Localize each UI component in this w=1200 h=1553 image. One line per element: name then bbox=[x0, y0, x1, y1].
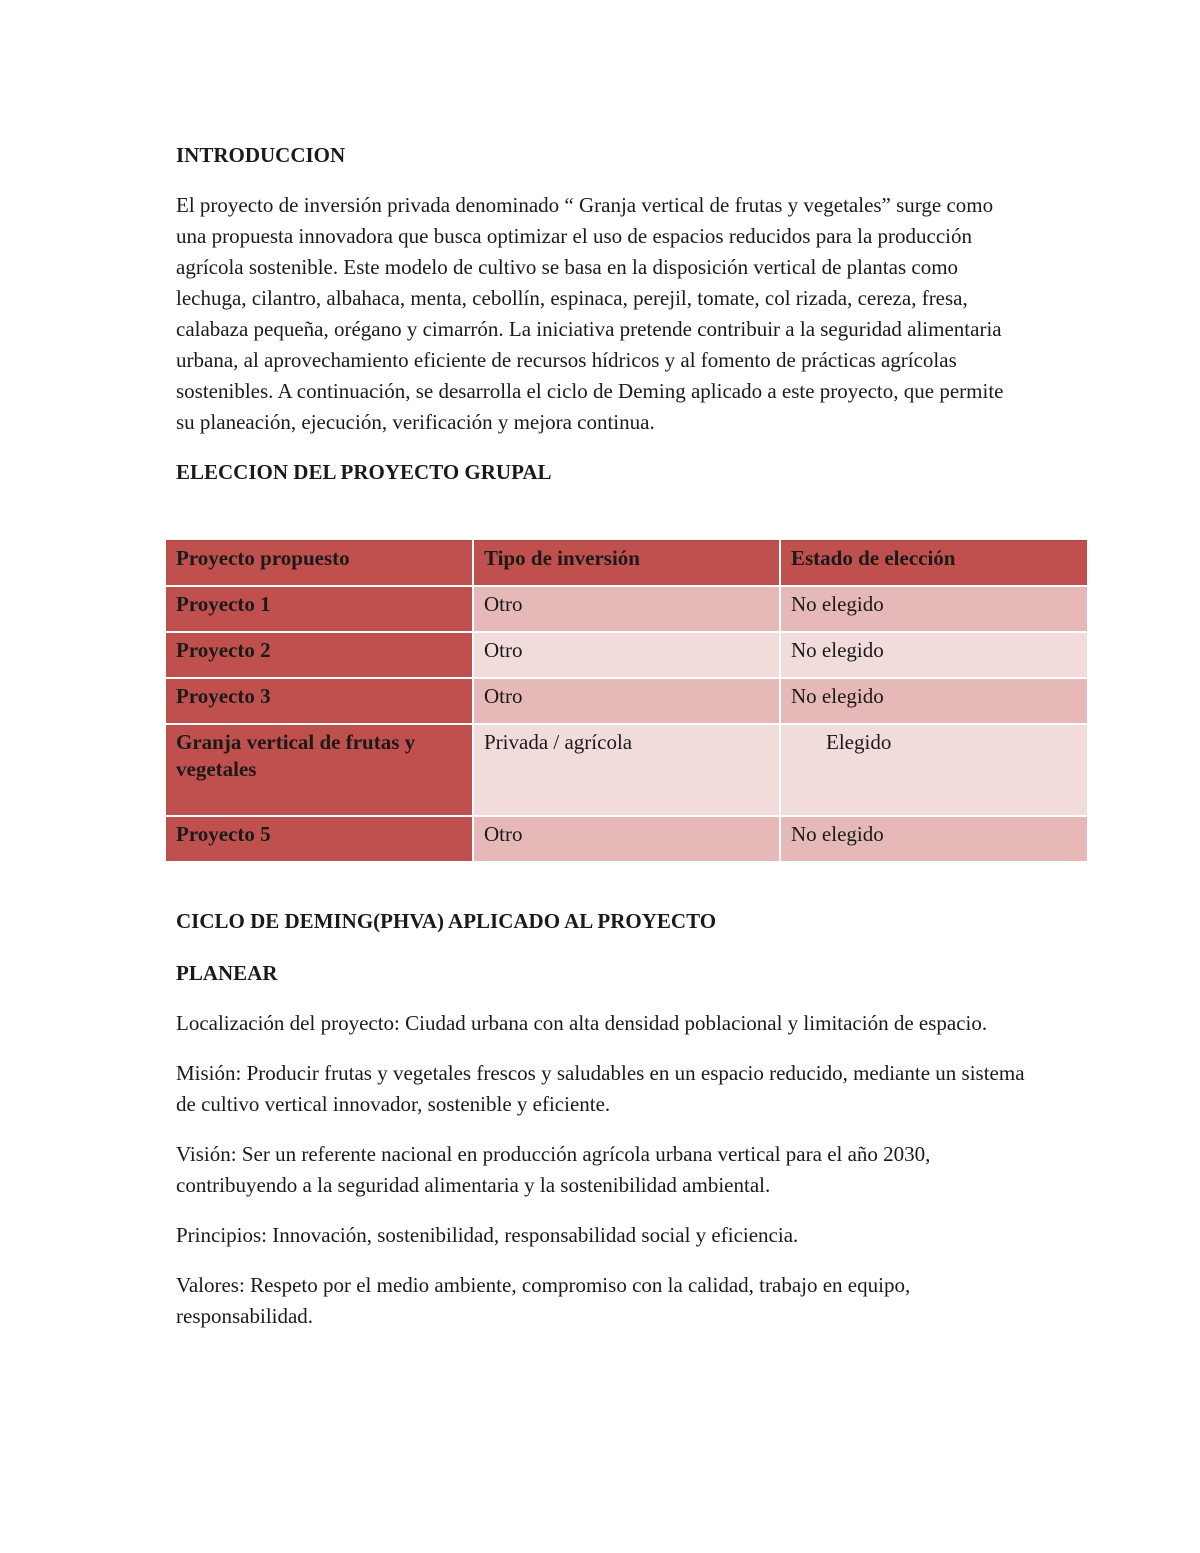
table-row bbox=[166, 632, 1088, 678]
cell-tipo: Otro bbox=[473, 816, 780, 862]
header-proyecto: Proyecto propuesto bbox=[166, 541, 473, 587]
principios-paragraph: Principios: Innovación, sostenibilidad, responsabilidad social y eficiencia. bbox=[176, 1223, 799, 1247]
valores-paragraph: Valores: Respeto por el medio ambiente, compromiso con la calidad, trabajo en equipo, responsabilidad. bbox=[176, 1273, 911, 1328]
table-row bbox=[166, 678, 1088, 724]
table-row bbox=[166, 586, 1088, 632]
table-row bbox=[166, 816, 1088, 862]
cell-estado: Elegido bbox=[780, 724, 1088, 816]
cell-estado: No elegido bbox=[780, 816, 1088, 862]
cell-tipo: Privada / agrícola bbox=[473, 724, 780, 816]
planear-title: PLANEAR bbox=[176, 961, 278, 985]
cell-estado: No elegido bbox=[780, 632, 1088, 678]
cell-estado: No elegido bbox=[780, 586, 1088, 632]
table-header-row bbox=[166, 541, 1088, 587]
table-row-chosen bbox=[166, 724, 1088, 816]
cell-proyecto: Proyecto 3 bbox=[166, 678, 473, 724]
cell-proyecto: Proyecto 5 bbox=[166, 816, 473, 862]
cell-proyecto: Proyecto 2 bbox=[166, 632, 473, 678]
cell-estado: No elegido bbox=[780, 678, 1088, 724]
header-estado: Estado de elección bbox=[780, 541, 1088, 587]
intro-paragraph: El proyecto de inversión privada denominado “ Granja vertical de frutas y vegetales” surge como una propuesta innovadora que busca optimizar el uso de espacios reducidos para la producción agrícola sostenible. Este modelo de cultivo se basa en la disposición vertical de plantas como lechuga, cilantro, albahaca, menta, cebollín, espinaca, perejil, tomate, col rizada, cereza, fresa, calabaza pequeña, orégano y cimarrón. La iniciativa pretende contribuir a la seguridad alimentaria urbana, al aprovechamiento eficiente de recursos hídricos y al fomento de prácticas agrícolas sostenibles. A continuación, se desarrolla el ciclo de Deming aplicado a este proyecto, que permite su planeación, ejecución, verificación y mejora continua. bbox=[176, 193, 1004, 434]
deming-title: CICLO DE DEMING(PHVA) APLICADO AL PROYECTO bbox=[176, 909, 717, 933]
localizacion-paragraph: Localización del proyecto: Ciudad urbana con alta densidad poblacional y limitación de espacio. bbox=[176, 1011, 988, 1035]
cell-tipo: Otro bbox=[473, 632, 780, 678]
deming-section bbox=[176, 906, 1076, 1332]
eleccion-title: ELECCION DEL PROYECTO GRUPAL bbox=[176, 460, 552, 484]
cell-proyecto: Granja vertical de frutas y vegetales bbox=[166, 724, 473, 816]
intro-section bbox=[176, 140, 1076, 488]
cell-tipo: Otro bbox=[473, 586, 780, 632]
intro-title: INTRODUCCION bbox=[176, 143, 346, 167]
project-selection-table bbox=[166, 540, 1089, 863]
cell-proyecto: Proyecto 1 bbox=[166, 586, 473, 632]
mision-paragraph: Misión: Producir frutas y vegetales frescos y saludables en un espacio reducido, mediante un sistema de cultivo vertical innovador, sostenible y eficiente. bbox=[176, 1061, 1025, 1116]
header-tipo: Tipo de inversión bbox=[473, 541, 780, 587]
vision-paragraph: Visión: Ser un referente nacional en producción agrícola urbana vertical para el año 2030, contribuyendo a la seguridad alimentaria y la sostenibilidad ambiental. bbox=[176, 1142, 931, 1197]
cell-tipo: Otro bbox=[473, 678, 780, 724]
